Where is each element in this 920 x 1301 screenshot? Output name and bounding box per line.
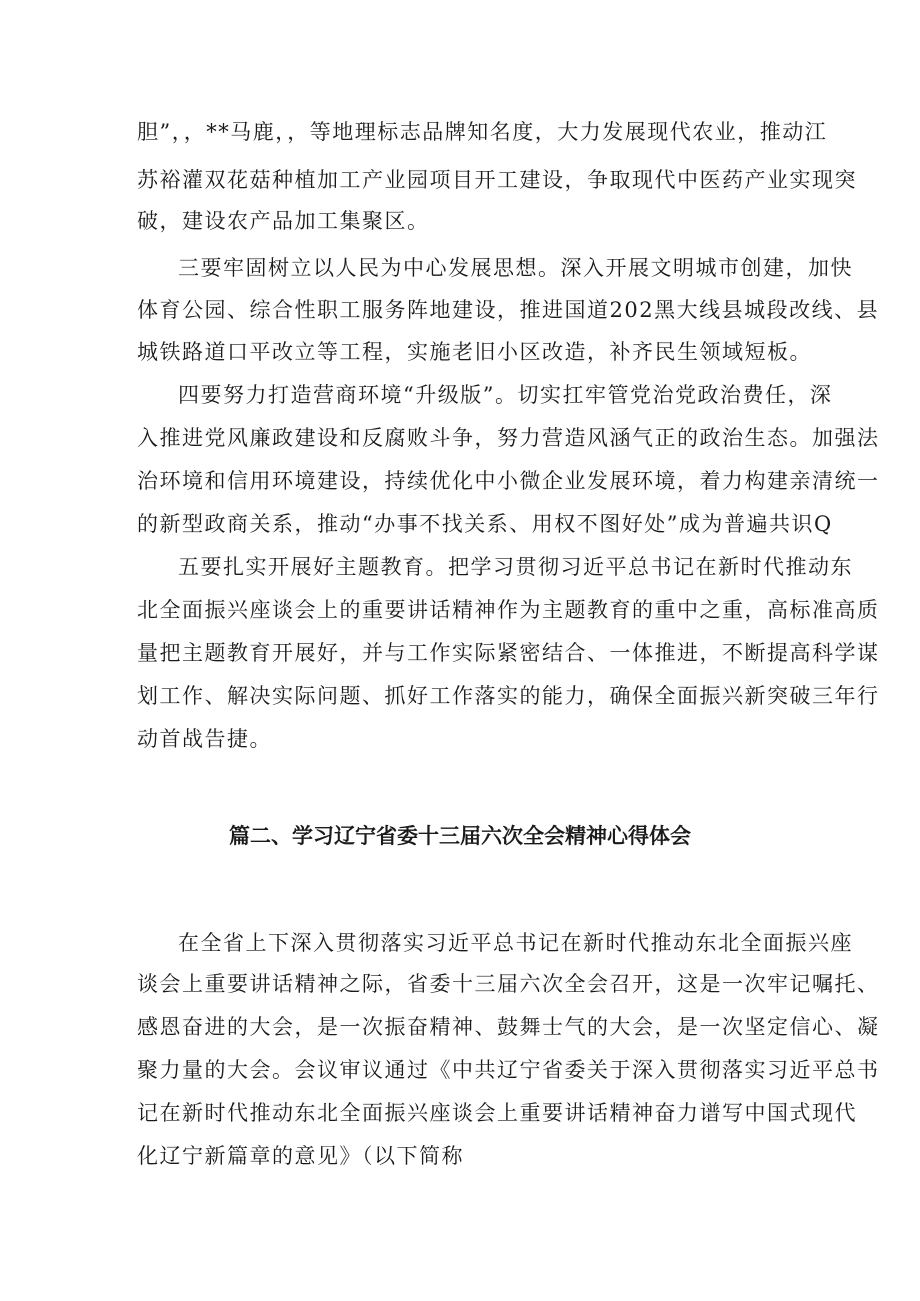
paragraph-4-line-3: 量把主题教育开展好，并与工作实际紧密结合、一体推进，不断提高科学谋 — [137, 641, 880, 665]
paragraph-1-line-1: 胆”，，**马鹿，，等地理标志品牌知名度，大力发展现代农业，推动江 — [137, 120, 828, 144]
paragraph-3-line-2: 入推进党风廉政建设和反腐败斗争，努力营造风涵气正的政治生态。加强法 — [137, 426, 880, 450]
paragraph-1-line-2: 苏裕灌双花菇种植加工产业园项目开工建设，争取现代中医药产业实现突 — [137, 168, 857, 192]
section-paragraph-line-2: 谈会上重要讲话精神之际，省委十三届六次全会召开，这是一次牢记嘱托、 — [137, 972, 880, 996]
paragraph-3-line-4: 的新型政商关系，推动“办事不找关系、用权不图好处”成为普遍共识Q — [137, 512, 833, 536]
paragraph-3-line-3: 治环境和信用环境建设，持续优化中小微企业发展环境，着力构建亲清统一 — [137, 469, 880, 493]
paragraph-4-line-1: 五要扎实开展好主题教育。把学习贯彻习近平总书记在新时代推动东 — [178, 555, 853, 579]
paragraph-1-line-3: 破，建设农产品加工集聚区。 — [137, 209, 430, 233]
paragraph-2-line-2: 体育公园、综合性职工服务阵地建设，推进国道202黑大线县城段改线、县 — [137, 298, 880, 322]
paragraph-4-line-5: 动首战告捷。 — [137, 727, 272, 751]
section-title: 篇二、学习辽宁省委十三届六次全会精神心得体会 — [229, 824, 691, 848]
paragraph-2-line-3: 城铁路道口平改立等工程，实施老旧小区改造，补齐民生领域短板。 — [137, 340, 812, 364]
paragraph-3-line-1: 四要努力打造营商环境“升级版”。切实扛牢管党治党政治费任，深 — [178, 383, 833, 407]
paragraph-2-line-1: 三要牢固树立以人民为中心发展思想。深入开展文明城市创建，加快 — [178, 256, 853, 280]
paragraph-4-line-4: 划工作、解决实际问题、抓好工作落实的能力，确保全面振兴新突破三年行 — [137, 684, 880, 708]
section-paragraph-line-1: 在全省上下深入贯彻落实习近平总书记在新时代推动东北全面振兴座 — [178, 931, 853, 955]
section-paragraph-line-5: 记在新时代推动东北全面振兴座谈会上重要讲话精神奋力谱写中国式现代 — [137, 1101, 857, 1125]
section-paragraph-line-4: 聚力量的大会。会议审议通过《中共辽宁省委关于深入贯彻落实习近平总书 — [137, 1058, 880, 1082]
section-paragraph-line-3: 感恩奋进的大会，是一次振奋精神、鼓舞士气的大会，是一次坚定信心、凝 — [137, 1015, 880, 1039]
paragraph-4-line-2: 北全面振兴座谈会上的重要讲话精神作为主题教育的重中之重，高标准高质 — [137, 598, 880, 622]
section-paragraph-line-6: 化辽宁新篇章的意见》（以下简称 — [137, 1144, 464, 1168]
